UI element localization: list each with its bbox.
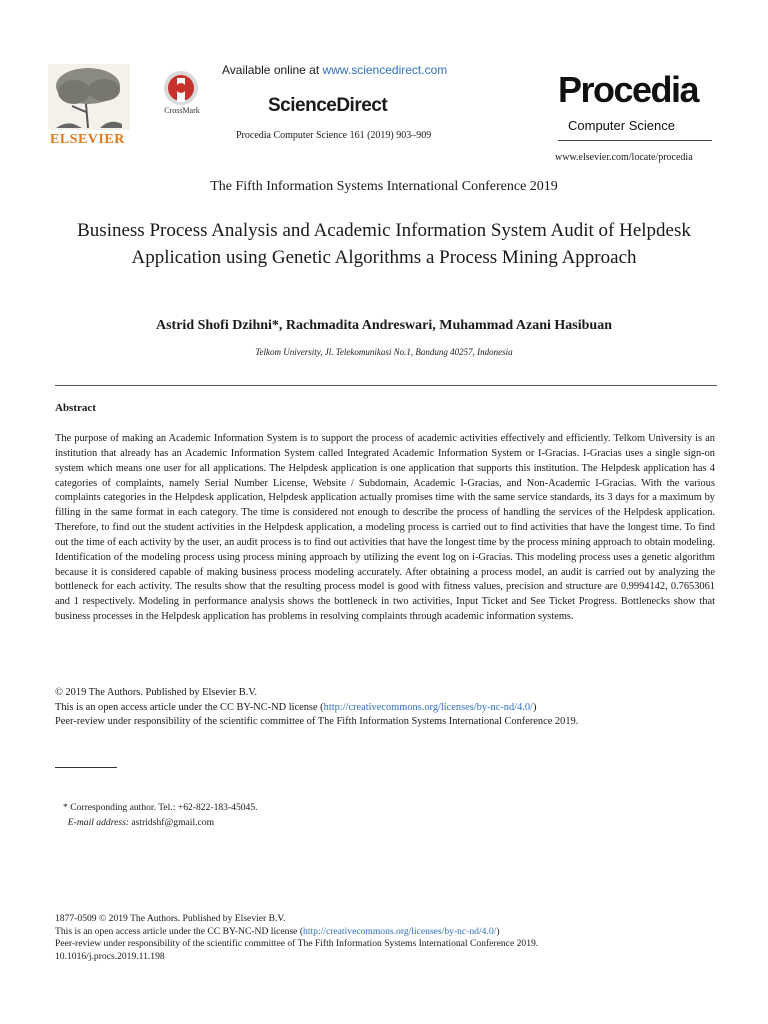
license-line bbox=[55, 701, 715, 716]
abstract-heading: Abstract bbox=[55, 402, 96, 414]
license-prefix: This is an open access article under the CC BY-NC-ND license ( bbox=[55, 701, 324, 713]
footer-license-prefix: This is an open access article under the CC BY-NC-ND license ( bbox=[55, 925, 304, 937]
journal-logo-title: Procedia bbox=[558, 69, 699, 110]
doi[interactable]: 10.1016/j.procs.2019.11.198 bbox=[55, 950, 165, 962]
email-line bbox=[63, 815, 258, 830]
footer-license-link[interactable]: http://creativecommons.org/licenses/by-nc-nd/4.0/ bbox=[303, 925, 497, 937]
issn-line: 1877-0509 © 2019 The Authors. Published by Elsevier B.V. bbox=[55, 913, 286, 924]
header-divider bbox=[55, 385, 717, 386]
crossmark-label: CrossMark bbox=[164, 106, 200, 115]
author-affiliation: Telkom University, Jl. Telekomunikasi No.1, Bandung 40257, Indonesia bbox=[255, 347, 513, 357]
copyright-block bbox=[55, 686, 715, 730]
corresponding-author: * Corresponding author. Tel.: +62-822-183-45045. bbox=[63, 802, 258, 813]
platform-name: ScienceDirect bbox=[268, 95, 388, 116]
conference-name: The Fifth Information Systems International Conference 2019 bbox=[210, 179, 558, 194]
available-online-prefix: Available online at bbox=[222, 63, 323, 77]
footnote-divider bbox=[55, 767, 117, 768]
paper-title: Business Process Analysis and Academic Information System Audit of Helpdesk Application using Genetic Algorithms a Process Mining Approach bbox=[77, 220, 691, 268]
email-label: E-mail address: bbox=[67, 817, 129, 828]
license-suffix: ) bbox=[532, 701, 537, 713]
copyright-line: © 2019 The Authors. Published by Elsevier B.V. bbox=[55, 687, 258, 698]
peer-review-line: Peer-review under responsibility of the scientific committee of The Fifth Information Systems International Conference 2019. bbox=[55, 716, 579, 727]
publisher-logo-text: ELSEVIER bbox=[50, 132, 125, 147]
journal-logo-rule bbox=[558, 140, 712, 141]
page-footer bbox=[55, 913, 735, 963]
license-link[interactable]: http://creativecommons.org/licenses/by-nc-nd/4.0/ bbox=[323, 701, 533, 713]
journal-citation: Procedia Computer Science 161 (2019) 903–909 bbox=[236, 130, 432, 141]
available-online bbox=[222, 63, 447, 77]
journal-url[interactable]: www.elsevier.com/locate/procedia bbox=[555, 152, 693, 163]
footer-peer-review: Peer-review under responsibility of the scientific committee of The Fifth Information Systems International Conference 2019. bbox=[55, 938, 539, 949]
journal-logo-subtitle: Computer Science bbox=[568, 118, 675, 133]
abstract-text: The purpose of making an Academic Information System is to support the process of academic activities effectively and efficiently. Telkom University is an institution that already has an Academic Information System called Integrated Academic Information System or I-Gracias. I-Gracias uses a single sign-on system which means one user for all applications. The Helpdesk application is one application that supports this institution. The Helpdesk application has 4 categories of complaints, namely Serial Number License, Website / Subdomain, Academic I-Gracias, and Non-Academic I-Gracias. With the various complaints categories in the Helpdesk application, Helpdesk application actually promises time with the same service standards, its 3 days for a maximum by filling in the same format in each category. The time is considered not enough to describe the process of handling the services of the Helpdesk application. Therefore, to find out the student activities in the Helpdesk application, a modeling process is carried out to find activities that have the longest time. To find out the time of each activity by the user, an audit process is to find out activities that have the longest time by the process mining approach to obtain modeling. Identification of the modeling process using process mining approach by utilizing the event log on i-Gracias. This modeling process uses a genetic algorithm because it is considered capable of making business process modeling accurately. After obtaining a process model, an audit is carried out by analyzing the bottleneck for each activity. The results show that the resulting process model is good with fitness values, precision and structure are 0.9994142, 0.7653061 and 1 respectively. Modeling in performance analysis shows the bottleneck in two activities, Input Ticket and See Ticket Progress. Bottlenecks show that business processes in the Helpdesk application has problems in resolving complaints through academic information systems. bbox=[55, 433, 715, 623]
footer-license-line bbox=[55, 926, 735, 939]
corresponding-footnote bbox=[63, 800, 258, 830]
footer-license-suffix: ) bbox=[496, 925, 500, 937]
email-address[interactable]: astridshf@gmail.com bbox=[131, 817, 215, 828]
paper-authors: Astrid Shofi Dzihni*, Rachmadita Andreswari, Muhammad Azani Hasibuan bbox=[156, 318, 612, 333]
sciencedirect-link[interactable]: www.sciencedirect.com bbox=[322, 63, 448, 77]
